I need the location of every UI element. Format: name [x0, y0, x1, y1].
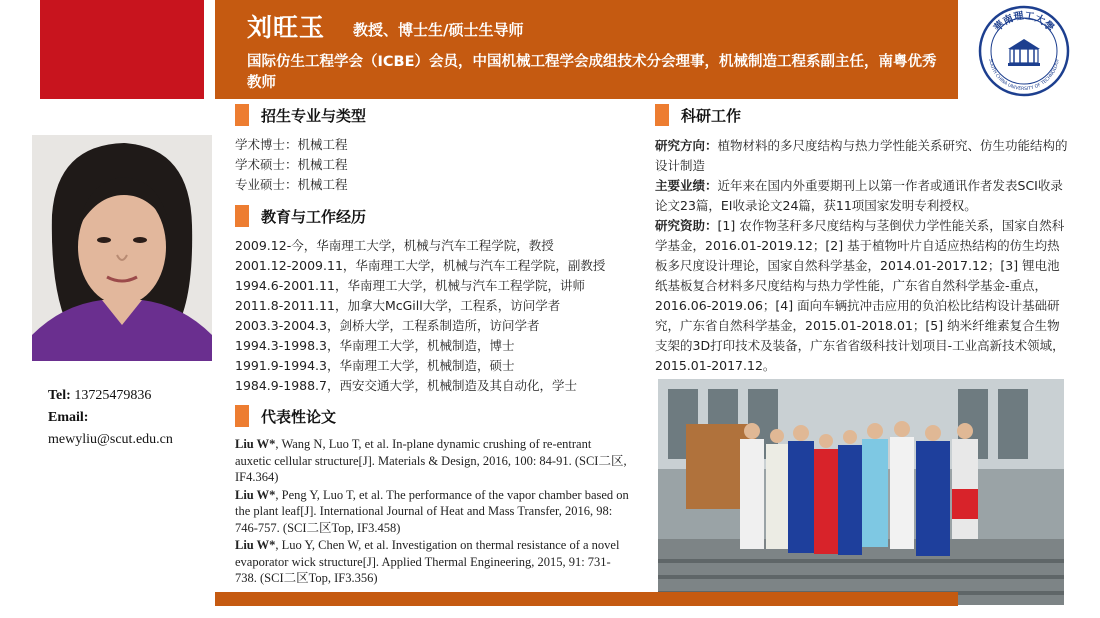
paper-entry — [235, 487, 630, 537]
admission-item: 专业硕士：机械工程 — [235, 177, 348, 192]
person-description: 国际仿生工程学会（ICBE）会员，中国机械工程学会成组技术分会理事，机械制造工程系副主任，南粤优秀教师 — [247, 54, 937, 91]
paper-entry — [235, 537, 630, 587]
person-title: 教授、博士生/硕士生导师 — [353, 21, 524, 39]
section-admission — [235, 104, 366, 126]
logo-top-text: 華南理工大學 — [992, 10, 1056, 34]
email-address: mewyliu@scut.edu.cn — [48, 432, 173, 447]
phone-label: Tel: — [48, 388, 71, 403]
research-achievement — [655, 176, 1070, 216]
research-funding — [655, 216, 1070, 376]
research-achievement-text: 近年来在国内外重要期刊上以第一作者或通讯作者发表SCI收录论文23篇，EI收录论文24篇，获11项国家发明专利授权。 — [655, 178, 1063, 213]
education-list — [235, 236, 640, 396]
header-banner — [215, 0, 958, 99]
phone-number: 13725479836 — [74, 388, 152, 403]
section-papers — [235, 405, 336, 427]
education-item: 1994.3-1998.3，华南理工大学，机械制造，博士 — [235, 338, 515, 353]
admission-item: 学术硕士：机械工程 — [235, 157, 348, 172]
section-marker — [235, 405, 249, 427]
phone-line — [48, 385, 218, 407]
research-funding-text: [1] 农作物茎秆多尺度结构与茎倒伏力学性能关系，国家自然科学基金，2016.01-2019.12；[2] 基于植物叶片自适应热结构的仿生均热板多尺度设计理论，国家自然科学基金，2014.01-2017.12；[3] 锂电池纸基板复合材料多尺度结构与热力学性能，广东省自然科学基金-重点，2016.06-2019.06；[4] 面向车辆抗冲击应用的负泊松比结构设计基础研究，广东省自然科学基金，2015.01-2018.01；[5] 纳米纤维素复合生物支架的3D打印技术及装备，广东省省级科技计划项目-工业高新技术领域，2015.01-2017.12。 — [655, 218, 1065, 373]
section-research — [655, 104, 741, 126]
research-achievement-label: 主要业绩： — [655, 178, 718, 193]
logo-bottom-text: SOUTH CHINA UNIVERSITY OF TECHNOLOGY — [987, 58, 1061, 93]
research-funding-label: 研究资助： — [655, 218, 718, 233]
research-direction — [655, 136, 1070, 176]
section-marker — [235, 104, 249, 126]
section-education — [235, 205, 366, 227]
section-research-title: 科研工作 — [681, 106, 742, 125]
contact-block — [48, 385, 218, 451]
education-item: 2001.12-2009.11，华南理工大学，机械与汽车工程学院，副教授 — [235, 258, 606, 273]
red-accent-block — [40, 0, 204, 99]
university-logo — [978, 5, 1070, 97]
email-label-line — [48, 407, 218, 429]
email-label: Email: — [48, 410, 89, 425]
section-education-title: 教育与工作经历 — [261, 207, 367, 226]
research-direction-text: 植物材料的多尺度结构与热力学性能关系研究、仿生功能结构的设计制造 — [655, 138, 1068, 173]
group-photo — [658, 379, 1064, 605]
paper-citation: , Wang N, Luo T, et al. In-plane dynamic crushing of re-entrant auxetic cellular structure[J]. Materials & Design, 2016, 100: 84-91. (SCI二区, IF4.364) — [235, 437, 627, 484]
section-marker — [655, 104, 669, 126]
section-papers-title: 代表性论文 — [261, 407, 337, 426]
education-item: 2009.12-今，华南理工大学，机械与汽车工程学院，教授 — [235, 238, 554, 253]
person-name: 刘旺玉 — [247, 13, 326, 42]
paper-author: Liu W* — [235, 487, 276, 502]
paper-citation: , Luo Y, Chen W, et al. Investigation on thermal resistance of a novel evaporator wick structure[J]. Applied Thermal Engineering, 2015, 91: 731-738. (SCI二区Top, IF3.356) — [235, 538, 620, 585]
education-item: 1984.9-1988.7，西安交通大学，机械制造及其自动化，学士 — [235, 378, 577, 393]
paper-author: Liu W* — [235, 538, 276, 552]
research-block — [655, 136, 1070, 376]
education-item: 1991.9-1994.3，华南理工大学，机械制造，硕士 — [235, 358, 515, 373]
admission-list — [235, 135, 635, 195]
paper-citation: , Peng Y, Luo T, et al. The performance of the vapor chamber based on the plant leaf[J]. International Journal of Heat and Mass Transfer, 2016, 98: 746-757. (SCI二区Top, IF3.458) — [235, 487, 629, 535]
paper-author: Liu W* — [235, 437, 276, 451]
portrait-photo — [32, 135, 212, 361]
admission-item: 学术博士：机械工程 — [235, 137, 348, 152]
section-admission-title: 招生专业与类型 — [261, 106, 367, 125]
section-marker — [235, 205, 249, 227]
education-item: 2003.3-2004.3，剑桥大学，工程系制造所，访问学者 — [235, 318, 540, 333]
research-direction-label: 研究方向： — [655, 138, 718, 153]
papers-list — [235, 436, 630, 588]
bottom-accent-bar — [215, 592, 958, 606]
education-item: 2011.8-2011.11，加拿大McGill大学，工程系，访问学者 — [235, 298, 561, 313]
paper-entry — [235, 436, 630, 486]
education-item: 1994.6-2001.11，华南理工大学，机械与汽车工程学院，讲师 — [235, 278, 585, 293]
